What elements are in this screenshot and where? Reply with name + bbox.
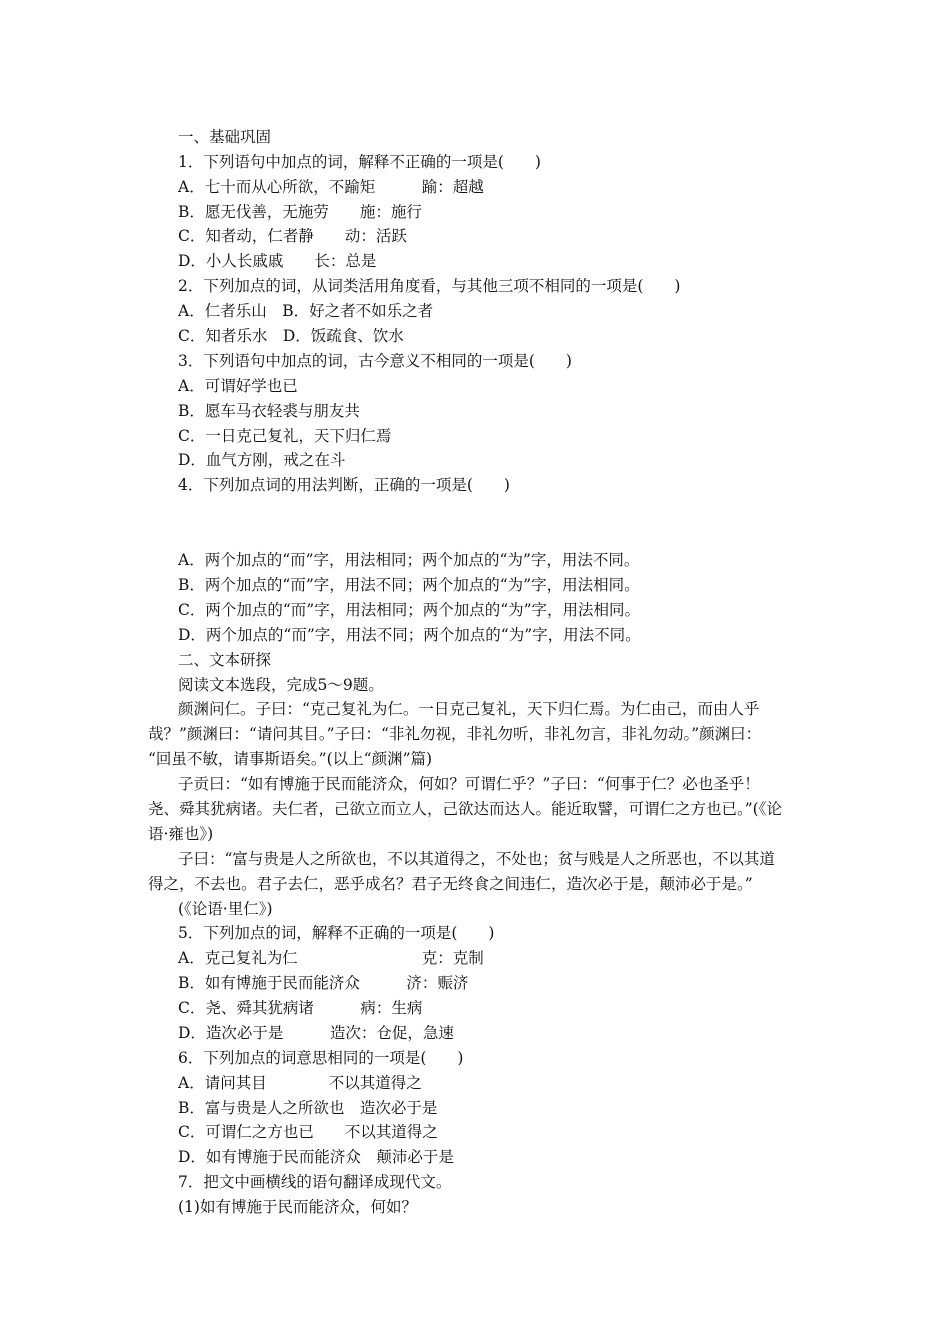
q4-option-c: C．两个加点的“而”字，用法相同；两个加点的“为”字，用法相同。 [178,601,641,619]
q3-option-c: C．一日克己复礼，天下归仁焉 [178,427,392,445]
q6-option-b: B．富与贵是人之所欲也 造次必于是 [178,1099,438,1117]
passage-source: (《论语·里仁》) [178,900,273,918]
passage-line-7: 子曰：“富与贵是人之所欲也，不以其道得之，不处也；贫与贱是人之所恶也，不以其道 [178,850,775,868]
q4-option-d: D．两个加点的“而”字，用法不同；两个加点的“为”字，用法不同。 [178,626,641,644]
q7-part-1: (1)如有博施于民而能济众，何如？ [178,1198,417,1216]
passage-line-6: 语·雍也》) [148,825,214,843]
question-6: 6．下列加点的词意思相同的一项是( ) [178,1049,464,1067]
passage-line-8: 得之，不去也。君子去仁，恶乎成名？君子无终食之间违仁，造次必于是，颠沛必于是。” [148,875,753,893]
question-7: 7．把文中画横线的语句翻译成现代文。 [178,1173,452,1191]
question-1: 1．下列语句中加点的词，解释不正确的一项是( ) [178,153,541,171]
q1-option-a: A．七十而从心所欲，不踰矩 踰：超越 [178,178,484,196]
q1-option-b: B．愿无伐善，无施劳 施：施行 [178,203,422,221]
q1-option-d: D．小人长戚戚 长：总是 [178,252,377,270]
q6-option-a: A．请问其目 不以其道得之 [178,1074,422,1092]
question-5: 5．下列加点的词，解释不正确的一项是( ) [178,924,495,942]
q6-option-c: C．可谓仁之方也已 不以其道得之 [178,1123,438,1141]
passage-line-2: 哉？”颜渊曰：“请问其目。”子曰：“非礼勿视，非礼勿听，非礼勿言，非礼勿动。”颜渊曰： [148,725,762,743]
q4-option-b: B．两个加点的“而”字，用法不同；两个加点的“为”字，用法相同。 [178,576,640,594]
q1-option-c: C．知者动，仁者静 动：活跃 [178,227,407,245]
q6-option-d: D．如有博施于民而能济众 颠沛必于是 [178,1148,454,1166]
passage-line-3: “回虽不敏，请事斯语矣。”(以上“颜渊”篇) [148,750,433,768]
q3-option-a: A．可谓好学也已 [178,377,298,395]
passage-line-1: 颜渊问仁。子曰：“克己复礼为仁。一日克己复礼，天下归仁焉。为仁由己，而由人乎 [178,700,760,718]
q2-options-cd: C．知者乐水 D．饭疏食、饮水 [178,327,404,345]
q3-option-d: D．血气方刚，戒之在斗 [178,451,346,469]
reading-instruction: 阅读文本选段，完成5～9题。 [178,676,384,694]
q3-option-b: B．愿车马衣轻裘与朋友共 [178,402,360,420]
section-heading-2: 二、文本研探 [178,651,272,669]
passage-line-5: 尧、舜其犹病诸。夫仁者，己欲立而立人，己欲达而达人。能近取譬，可谓仁之方也已。”(《论 [148,800,782,818]
q5-option-d: D．造次必于是 造次：仓促，急速 [178,1024,454,1042]
section-heading-1: 一、基础巩固 [178,128,272,146]
q2-options-ab: A．仁者乐山 B．好之者不如乐之者 [178,302,434,320]
question-3: 3．下列语句中加点的词，古今意义不相同的一项是( ) [178,352,572,370]
q5-option-b: B．如有博施于民而能济众 济：赈济 [178,974,469,992]
q5-option-c: C．尧、舜其犹病诸 病：生病 [178,999,423,1017]
q5-option-a: A．克己复礼为仁 克：克制 [178,949,484,967]
question-2: 2．下列加点的词，从词类活用角度看，与其他三项不相同的一项是( ) [178,277,681,295]
question-4: 4．下列加点词的用法判断，正确的一项是( ) [178,476,510,494]
q4-option-a: A．两个加点的“而”字，用法相同；两个加点的“为”字，用法不同。 [178,551,640,569]
passage-line-4: 子贡曰：“如有博施于民而能济众，何如？可谓仁乎？”子曰：“何事于仁？必也圣乎！ [178,775,760,793]
